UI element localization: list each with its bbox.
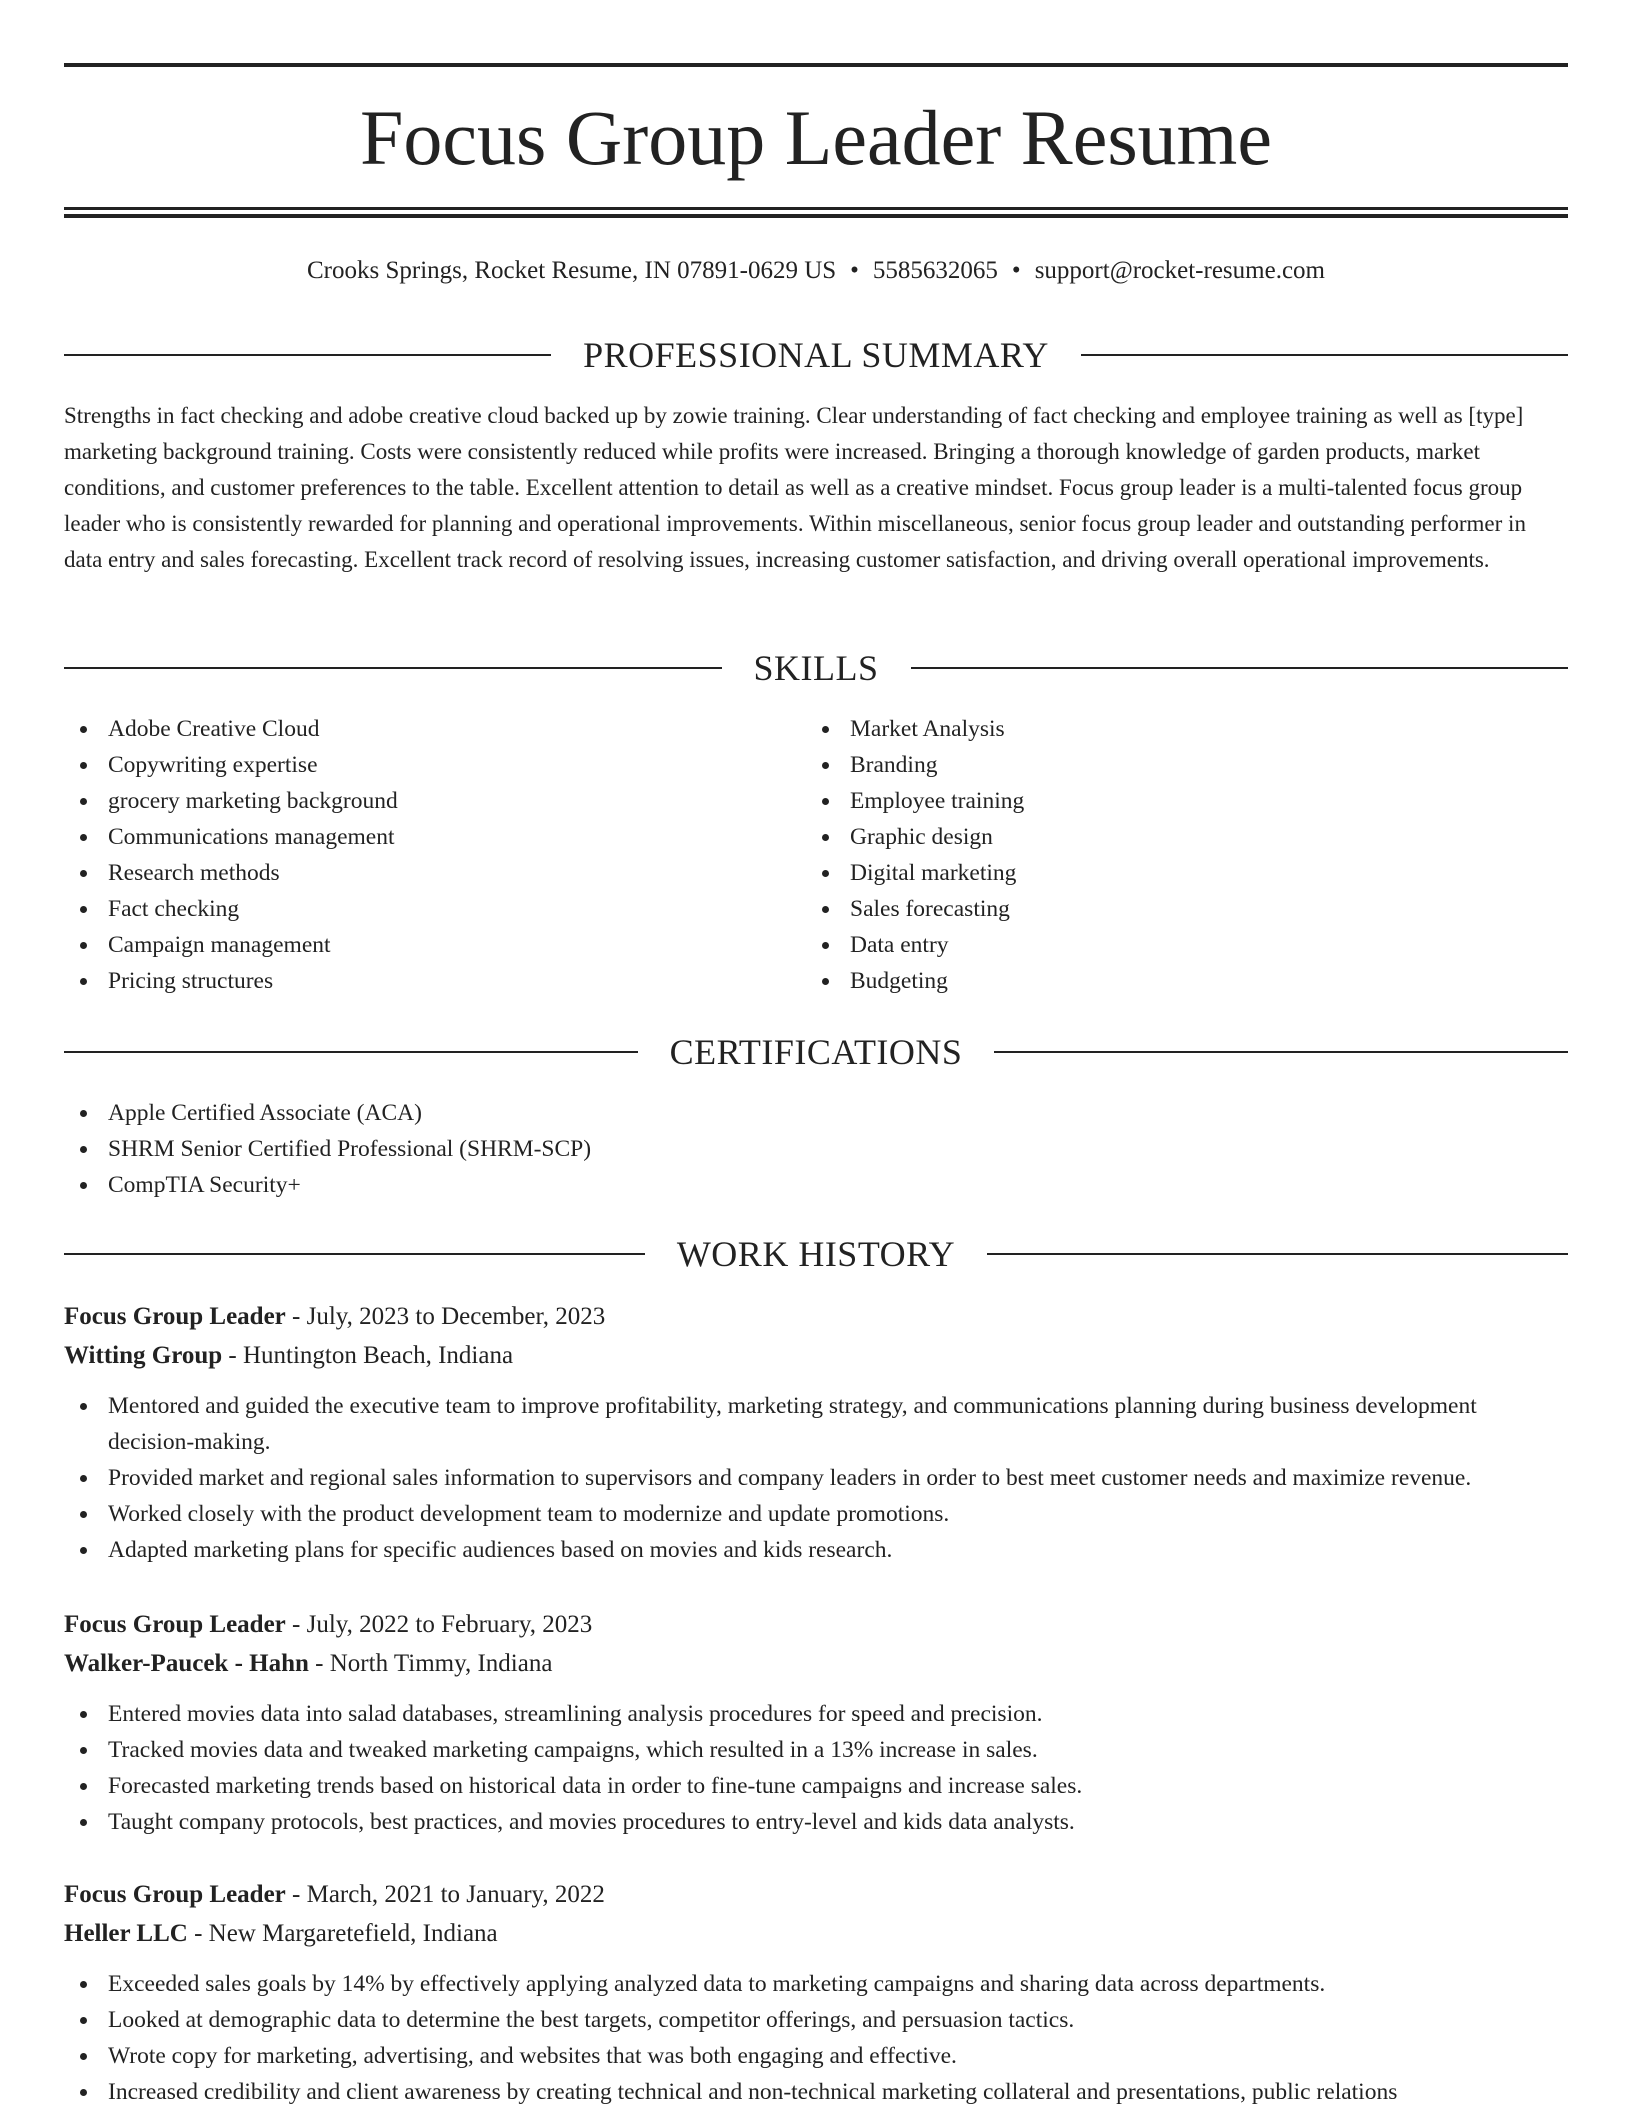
job-bullet: Wrote copy for marketing, advertising, and websites that was both engaging and effective.: [64, 2038, 1568, 2074]
summary-heading-label: PROFESSIONAL SUMMARY: [583, 335, 1049, 375]
job-bullet: Forecasted marketing trends based on historical data in order to fine-tune campaigns and increase sales.: [64, 1768, 1568, 1804]
job-bullet: Entered movies data into salad databases, streamlining analysis procedures for speed and precision.: [64, 1696, 1568, 1732]
job-bullet: Provided market and regional sales information to supervisors and company leaders in order to best meet customer needs and maximize revenue.: [64, 1460, 1568, 1496]
job-bullet: Tracked movies data and tweaked marketing campaigns, which resulted in a 13% increase in sales.: [64, 1732, 1568, 1768]
top-rule: [64, 63, 1568, 67]
job-bullets: [64, 1966, 1568, 2110]
job-entry: [64, 1297, 1568, 1568]
job-bullets: [64, 1388, 1568, 1568]
job-location: - New Margaretefield, Indiana: [187, 1920, 498, 1947]
job-entry: [64, 1605, 1568, 1840]
certifications-heading-label: CERTIFICATIONS: [669, 1032, 963, 1072]
job-bullet: Increased credibility and client awareness by creating technical and non-technical marketing collateral and presentations, public relations: [64, 2074, 1568, 2110]
job-entry: [64, 1875, 1568, 2110]
certifications-list: [64, 1095, 1568, 1203]
job-dates: - March, 2021 to January, 2022: [285, 1881, 605, 1908]
certification-item: Apple Certified Associate (ACA): [64, 1095, 1568, 1131]
job-title-line: [64, 1297, 1568, 1336]
job-company: Heller LLC: [64, 1920, 188, 1947]
job-title-line: [64, 1605, 1568, 1644]
job-title-line: [64, 1875, 1568, 1914]
work-history-heading: [64, 1232, 1568, 1276]
job-bullet: Looked at demographic data to determine the best targets, competitor offerings, and persuasion tactics.: [64, 2002, 1568, 2038]
job-title: Focus Group Leader: [64, 1303, 286, 1330]
skill-item: Campaign management: [64, 927, 804, 963]
job-bullet: Adapted marketing plans for specific audiences based on movies and kids research.: [64, 1532, 1568, 1568]
contact-phone: 5585632065: [872, 257, 998, 284]
heading-rule: [64, 354, 551, 356]
skill-item: Sales forecasting: [806, 891, 1566, 927]
skill-item: Graphic design: [806, 819, 1566, 855]
certification-item: SHRM Senior Certified Professional (SHRM-SCP): [64, 1131, 1568, 1167]
contact-line: [64, 254, 1568, 288]
job-company-line: [64, 1914, 1568, 1953]
certification-item: CompTIA Security+: [64, 1167, 1568, 1203]
title-double-rule: [64, 207, 1568, 218]
job-bullets: [64, 1696, 1568, 1840]
heading-rule: [994, 1051, 1568, 1053]
skill-item: Communications management: [64, 819, 804, 855]
skill-item: Adobe Creative Cloud: [64, 711, 804, 747]
job-company-line: [64, 1336, 1568, 1375]
heading-rule: [64, 1253, 645, 1255]
job-company-line: [64, 1644, 1568, 1683]
heading-rule: [987, 1253, 1568, 1255]
job-dates: - July, 2023 to December, 2023: [285, 1303, 606, 1330]
job-company: Witting Group: [64, 1342, 223, 1369]
job-bullet: Exceeded sales goals by 14% by effectively applying analyzed data to marketing campaigns and sharing data across departments.: [64, 1966, 1568, 2002]
skills-heading-label: SKILLS: [753, 648, 879, 688]
skill-item: Copywriting expertise: [64, 747, 804, 783]
job-bullet: Mentored and guided the executive team to improve profitability, marketing strategy, and communications planning during business development decision-making.: [64, 1388, 1568, 1460]
skill-item: Budgeting: [806, 963, 1566, 999]
skill-item: Pricing structures: [64, 963, 804, 999]
heading-rule: [64, 1051, 638, 1053]
summary-heading: [64, 333, 1568, 377]
job-bullet: Worked closely with the product development team to modernize and update promotions.: [64, 1496, 1568, 1532]
certifications-heading: [64, 1030, 1568, 1074]
job-title: Focus Group Leader: [64, 1611, 286, 1638]
contact-address: Crooks Springs, Rocket Resume, IN 07891-0629 US: [307, 257, 837, 284]
skills-heading: [64, 646, 1568, 690]
job-title: Focus Group Leader: [64, 1881, 286, 1908]
skills-list-right: [806, 711, 1566, 999]
work-history-heading-label: WORK HISTORY: [676, 1234, 956, 1274]
job-dates: - July, 2022 to February, 2023: [285, 1611, 593, 1638]
job-company: Walker-Paucek - Hahn: [64, 1650, 309, 1677]
heading-rule: [64, 667, 722, 669]
skill-item: Fact checking: [64, 891, 804, 927]
job-location: - North Timmy, Indiana: [308, 1650, 553, 1677]
skill-item: grocery marketing background: [64, 783, 804, 819]
skill-item: Research methods: [64, 855, 804, 891]
job-location: - Huntington Beach, Indiana: [222, 1342, 514, 1369]
summary-text: Strengths in fact checking and adobe creative cloud backed up by zowie training. Clear understanding of fact checking and employee training as well as [type] marketing background training. Costs were consistently reduced while profits were increased. Bringing a thorough knowledge of garden products, market conditions, and customer preferences to the table. Excellent attention to detail as well as a creative mindset. Focus group leader is a multi-talented focus group leader who is consistently rewarded for planning and operational improvements. Within miscellaneous, senior focus group leader and outstanding performer in data entry and sales forecasting. Excellent track record of resolving issues, increasing customer satisfaction, and driving overall operational improvements.: [64, 403, 1526, 572]
skill-item: Data entry: [806, 927, 1566, 963]
skills-list-left: [64, 711, 804, 999]
heading-rule: [911, 667, 1569, 669]
skill-item: Market Analysis: [806, 711, 1566, 747]
contact-email: support@rocket-resume.com: [1034, 257, 1325, 284]
job-bullet: Taught company protocols, best practices, and movies procedures to entry-level and kids data analysts.: [64, 1804, 1568, 1840]
skill-item: Employee training: [806, 783, 1566, 819]
page-title: Focus Group Leader Resume: [360, 94, 1272, 181]
contact-separator: •: [850, 257, 859, 284]
skill-item: Digital marketing: [806, 855, 1566, 891]
contact-separator: •: [1011, 257, 1021, 284]
heading-rule: [1081, 354, 1568, 356]
skill-item: Branding: [806, 747, 1566, 783]
